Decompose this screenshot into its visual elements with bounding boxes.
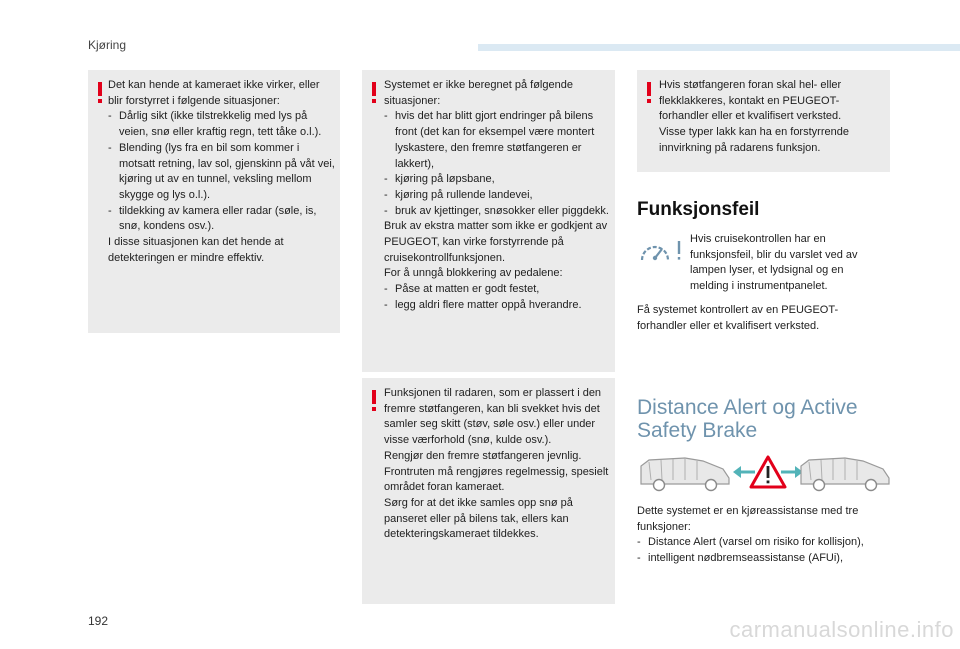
- list-item-text: kjøring på løpsbane,: [395, 173, 495, 186]
- paragraph: Det kan hende at kameraet ikke virker, eller blir forstyrret i følgende situasjoner:: [108, 79, 320, 107]
- list-item: - kjøring på løpsbane,: [384, 173, 495, 186]
- warning-icon: [370, 82, 378, 104]
- distance-illustration: [637, 452, 891, 494]
- list-item-text: Dårlig sikt (ikke tilstrekkelig med lys på veien, snø eller kraftig regn, tett tåke o.l.).: [119, 110, 322, 139]
- warning-icon: [645, 82, 653, 104]
- paragraph: I disse situasjonen kan det hende at detekteringen er mindre effektiv.: [108, 236, 284, 264]
- list-item: - bruk av kjettinger, snøsokker eller piggdekk.: [384, 204, 609, 217]
- fault-advice: Få systemet kontrollert av en PEUGEOT-forhandler eller et kvalifisert verksted.: [637, 304, 839, 332]
- arrow-icon: [781, 466, 803, 478]
- warning-text: [384, 78, 612, 314]
- list-item: - Distance Alert (varsel om risiko for kollisjon),: [637, 536, 864, 549]
- list-item: - intelligent nødbremseassistanse (AFUi),: [637, 552, 844, 565]
- list-item: - Dårlig sikt (ikke tilstrekkelig med lys på veien, snø eller kraftig regn, tett tåke o.l.).: [108, 110, 322, 139]
- watermark: carmanualsonline.info: [729, 617, 954, 642]
- list-item-text: intelligent nødbremseassistanse (AFUi),: [648, 552, 844, 565]
- paragraph: Sørg for at det ikke samles opp snø på panseret eller på bilens tak, ellers kan detekteringskameraet tildekkes.: [384, 496, 573, 541]
- list-item: - Påse at matten er godt festet,: [384, 283, 540, 296]
- list-item-text: Blending (lys fra en bil som kommer i motsatt retning, lav sol, gjenskinn på våt vei, kjøring ut av en tunnel, veksling mellom skygge og lys o.l.).: [119, 141, 335, 201]
- section-heading-distance-alert: [637, 396, 858, 442]
- list-item: - tildekking av kamera eller radar (søle, is, snø, kondens osv.).: [108, 204, 317, 233]
- list-item-text: legg aldri flere matter oppå hverandre.: [395, 298, 582, 311]
- paragraph: Visse typer lakk kan ha en forstyrrende innvirkning på radarens funksjon.: [659, 126, 849, 154]
- warning-icon: [96, 82, 104, 104]
- list-item-text: Distance Alert (varsel om risiko for kollisjon),: [648, 536, 864, 549]
- warning-text: [384, 386, 612, 543]
- service-warning-icon: [637, 236, 687, 268]
- distance-text: [637, 504, 889, 567]
- warning-box-radar: [362, 378, 615, 604]
- warning-box-situations: [362, 70, 615, 372]
- paragraph: Bruk av ekstra matter som ikke er godkjent av PEUGEOT, kan virke forstyrrende på cruisekontrollfunksjonen.: [384, 220, 608, 264]
- warning-triangle-icon: [751, 457, 785, 487]
- paragraph: Dette systemet er en kjøreassistanse med tre funksjoner:: [637, 505, 859, 533]
- header-bar: [478, 44, 960, 51]
- list-item-text: bruk av kjettinger, snøsokker eller piggdekk.: [395, 204, 609, 217]
- warning-text: [108, 78, 336, 266]
- list-item: - hvis det har blitt gjort endringer på bilens front (det kan for eksempel være montert lyskastere, den fremre støtfangeren er lakkert),: [384, 110, 595, 170]
- paragraph: Funksjonen til radaren, som er plassert i den fremre støtfangeren, kan bli svekket hvis det samler seg skitt (støv, søle osv.) eller under visse værforhold (snø, kulde osv.).: [384, 387, 602, 447]
- list-item-text: tildekking av kamera eller radar (søle, is, snø, kondens osv.).: [119, 204, 317, 233]
- list-item: - legg aldri flere matter oppå hverandre.: [384, 298, 582, 311]
- heading-line: Safety Brake: [637, 419, 758, 442]
- fault-description: Hvis cruisekontrollen har en funksjonsfeil, blir du varslet ved av lampen lyser, et lydsignal og en melding i instrumentpanelet.: [690, 233, 858, 293]
- paragraph: Hvis støtfangeren foran skal hel- eller flekklakkeres, kontakt en PEUGEOT-forhandler eller et kvalifisert verksted.: [659, 79, 842, 123]
- list-item: - Blending (lys fra en bil som kommer i motsatt retning, lav sol, gjenskinn på våt vei, kjøring ut av en tunnel, veksling mellom skygge og lys o.l.).: [108, 141, 335, 201]
- list-item-text: kjøring på rullende landevei,: [395, 188, 533, 201]
- warning-box-camera: [88, 70, 340, 333]
- heading-line: Distance Alert og Active: [637, 396, 858, 419]
- section-title: Kjøring: [88, 38, 127, 52]
- paragraph: Frontruten må rengjøres regelmessig, spesielt området foran kameraet.: [384, 465, 609, 494]
- list-item-text: hvis det har blitt gjort endringer på bilens front (det kan for eksempel være montert lyskastere, den fremre støtfangeren er lakkert),: [395, 110, 595, 170]
- paragraph: Rengjør den fremre støtfangeren jevnlig.: [384, 449, 582, 462]
- warning-box-bumper-paint: [637, 70, 890, 172]
- paragraph: For å unngå blokkering av pedalene:: [384, 267, 563, 280]
- paragraph: Systemet er ikke beregnet på følgende situasjoner:: [384, 79, 573, 107]
- list-item-text: Påse at matten er godt festet,: [395, 283, 540, 296]
- list-item: - kjøring på rullende landevei,: [384, 188, 533, 201]
- arrow-icon: [733, 466, 755, 478]
- section-heading-funksjonsfeil: Funksjonsfeil: [637, 199, 760, 220]
- page-number: 192: [88, 614, 109, 628]
- warning-text: [659, 78, 885, 157]
- warning-icon: [370, 390, 378, 412]
